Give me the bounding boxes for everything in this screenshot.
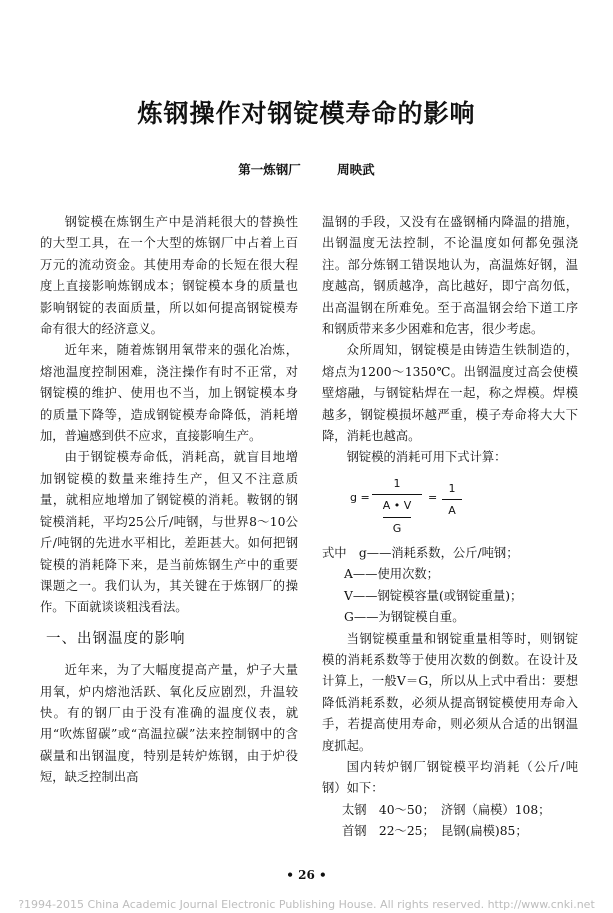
copyright-footer: ?1994-2015 China Academic Journal Electronic Publishing House. All rights reserved. http://www.cnki.net: [18, 898, 595, 911]
formula-inner-denominator: G: [392, 521, 402, 535]
article-title: 炼钢操作对钢锭模寿命的影响: [137, 99, 476, 128]
formula-definitions: [322, 543, 578, 629]
author-name: 周映武: [337, 162, 375, 177]
paragraph: 当钢锭模重量和钢锭重量相等时，则钢锭模的消耗系数等于使用次数的倒数。在设计及计算上，一般V＝G，所以从上式中看出：要想降低消耗系数，必须从提高钢锭模使用寿命入手，若提高使用寿命，则必须从合适的出钢温度抓起。: [322, 631, 578, 753]
definition-v: V——钢锭模容量(或钢锭重量)；: [344, 588, 523, 603]
paragraph: 由于钢锭模寿命低，消耗高，就盲目地增加钢锭模的数量来维持生产，但又不注意质量，就相应地增加了钢锭模的消耗。鞍钢的钢锭模消耗，平均25公斤/吨钢，与世界8～10公斤/吨钢的先进水平相比，差距甚大。如何把钢锭模的消耗降下来，是当前炼钢生产中的重要课题之一。我们认为，其关键在于炼钢厂的操作。下面就谈谈粗浅看法。: [40, 450, 298, 615]
consumption-formula: [322, 473, 578, 537]
page-number: • 26 •: [286, 868, 327, 882]
formula-numerator: 1: [448, 481, 456, 495]
formula-lhs: g =: [350, 490, 370, 504]
paragraph: 钢锭模的消耗可用下式计算：: [346, 450, 507, 465]
consumption-row: 太钢 40～50； 济钢（扁模）108；: [342, 802, 551, 817]
formula-equals: =: [428, 490, 438, 504]
definition-g: g——消耗系数，公斤/吨钢；: [358, 545, 519, 560]
paragraph: 众所周知，钢锭模是由铸造生铁制造的，熔点为1200～1350℃。出钢温度过高会使模壁熔融，与钢锭粘焊在一起，称之焊模。焊模越多，钢锭模损坏越严重，模子寿命将大大下降，消耗也越高。: [322, 343, 578, 444]
paragraph: 近年来，随着炼钢用氧带来的强化冶炼，熔池温度控制困难，浇注操作有时不正常，对钢锭模的维护、使用也不当，加上钢锭模本身的质量下降等，造成钢锭模寿命降低，消耗增加，普遍感到供不应求，直接影响生产。: [40, 343, 298, 444]
consumption-row: 首钢 22～25； 昆钢(扁模)85；: [342, 824, 528, 839]
formula-denominator: A: [448, 504, 456, 518]
left-column: [40, 212, 298, 789]
paragraph: 近年来，为了大幅度提高产量，炉子大量用氧，炉内熔池活跃、氧化反应剧烈，升温较快。有的钢厂由于没有准确的温度仪表，就用“吹炼留碳”或“高温拉碳”法来控制钢中的含碳量和出钢温度，特别是转炉炼钢，由于炉役短，缺乏控制出高: [40, 663, 298, 785]
author-affiliation: 第一炼钢厂: [238, 162, 301, 177]
paragraph: 国内转炉钢厂钢锭模平均消耗（公斤/吨钢）如下：: [322, 759, 578, 796]
right-column: [322, 212, 578, 843]
paragraph: 钢锭模在炼钢生产中是消耗很大的替换性的大型工具，在一个大型的炼钢厂中占着上百万元的流动资金。其使用寿命的长短在很大程度上直接影响炼钢成本；钢锭模本身的质量也影响钢锭的表面质量，所以如何提高钢锭模寿命有很大的经济意义。: [40, 215, 298, 337]
formula-numerator: 1: [393, 476, 401, 490]
section-heading: 一、出钢温度的影响: [46, 630, 186, 647]
consumption-list: [322, 800, 578, 843]
formula-fraction-main: [372, 473, 422, 539]
formula-fraction-simple: [442, 478, 462, 522]
definition-gg: G——为钢锭模自重。: [344, 610, 465, 625]
formula-inner-fraction: [383, 495, 412, 539]
definition-a: A——使用次数；: [344, 567, 439, 582]
author-line: [0, 160, 613, 178]
definition-row: [322, 543, 578, 564]
paragraph: 温钢的手段，又没有在盛钢桶内降温的措施，出钢温度无法控制，不论温度如何都免强浇注。部分炼钢工错误地认为，高温炼好钢，温度越高，钢质越净，高比越好，即宁高勿低，出高温钢在所难免。至于高温钢会给下道工序和钢质带来多少困难和危害，很少考虑。: [322, 215, 578, 337]
definition-lead: 式中: [322, 545, 347, 560]
formula-inner-numerator: A • V: [382, 499, 412, 513]
